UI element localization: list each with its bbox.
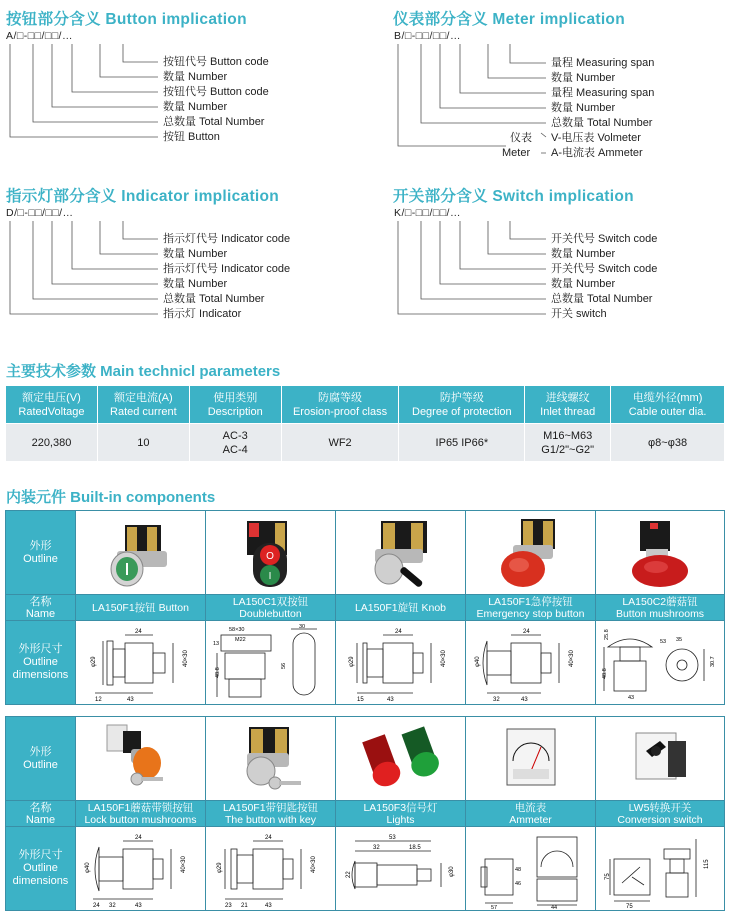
meter-line-3: 量程 Measuring span	[551, 87, 655, 99]
svg-text:53: 53	[660, 638, 667, 645]
switch-line-5: 总数量 Total Number	[551, 293, 653, 305]
component-name: 电流表 Ammeter	[466, 801, 596, 827]
photo-cell	[76, 511, 206, 595]
photo-cell	[76, 717, 206, 801]
svg-text:24: 24	[92, 902, 100, 909]
svg-text:φ29: φ29	[348, 655, 355, 667]
signal-lights-photo	[351, 723, 451, 795]
svg-text:57: 57	[490, 904, 497, 909]
dims-cell	[206, 827, 336, 911]
svg-text:25.8: 25.8	[604, 628, 610, 640]
params-header: 进线螺纹 Inlet thread	[525, 386, 611, 424]
svg-text:φ40: φ40	[474, 655, 481, 667]
dims-cell	[206, 621, 336, 705]
svg-text:40×30: 40×30	[310, 855, 317, 873]
lock-dimension-drawing	[81, 829, 201, 909]
outline-label: 外形 Outline	[6, 717, 76, 801]
ammeter-dimension-drawing	[471, 829, 591, 909]
svg-text:48.8: 48.8	[602, 667, 608, 679]
button-line-2: 数量 Number	[163, 71, 228, 83]
indicator-code-pattern: D/□-□□/□□/…	[6, 207, 74, 219]
svg-text:75: 75	[605, 872, 611, 880]
outline-row	[6, 511, 725, 595]
meter-type-ammeter: A-电流表 Ammeter	[551, 147, 643, 159]
component-name: LA150F1蘑菇带锁按钮 Lock button mushrooms	[76, 801, 206, 827]
svg-text:43: 43	[628, 694, 635, 701]
components-title: 内装元件 Built-in components	[6, 489, 216, 506]
conversion-switch-photo	[620, 723, 700, 795]
params-header: 防护等级 Degree of protection	[399, 386, 525, 424]
svg-text:22: 22	[345, 870, 352, 878]
svg-text:O: O	[265, 550, 274, 562]
svg-text:48: 48	[514, 866, 521, 873]
svg-text:24: 24	[264, 834, 272, 841]
meter-implication-title: 仪表部分含义 Meter implication	[393, 11, 625, 28]
name-label: 名称 Name	[6, 595, 76, 621]
emergency-stop-photo	[491, 517, 571, 589]
dims-cell	[596, 827, 725, 911]
svg-text:30: 30	[298, 623, 305, 630]
component-name: LA150F1带钥匙按钮 The button with key	[206, 801, 336, 827]
svg-text:43: 43	[386, 696, 394, 703]
dims-cell	[76, 621, 206, 705]
svg-text:53: 53	[388, 834, 396, 841]
photo-cell	[206, 717, 336, 801]
name-row	[6, 595, 725, 621]
param-current: 10	[97, 424, 189, 462]
meter-line-4: 数量 Number	[551, 102, 616, 114]
svg-text:58×30: 58×30	[228, 626, 244, 633]
svg-text:φ29: φ29	[90, 655, 97, 667]
mushroom-button-photo	[620, 517, 700, 589]
button-dimension-drawing	[81, 623, 201, 703]
switch-implication-title: 开关部分含义 Switch implication	[393, 188, 634, 205]
dims-cell	[336, 621, 466, 705]
svg-text:32: 32	[372, 844, 380, 851]
indicator-implication-title: 指示灯部分含义 Indicator implication	[6, 188, 280, 205]
svg-text:46: 46	[514, 880, 521, 887]
svg-text:M22: M22	[234, 636, 246, 643]
indicator-line-6: 指示灯 Indicator	[163, 308, 242, 320]
svg-text:24: 24	[134, 834, 142, 841]
name-label: 名称 Name	[6, 801, 76, 827]
knob-dimension-drawing	[341, 623, 461, 703]
double-button-photo	[231, 517, 311, 589]
svg-text:43: 43	[126, 696, 134, 703]
param-erosion: WF2	[281, 424, 399, 462]
params-header: 额定电压(V) RatedVoltage	[6, 386, 98, 424]
svg-text:56: 56	[280, 662, 287, 669]
name-row	[6, 801, 725, 827]
svg-text:24: 24	[522, 628, 530, 635]
svg-text:35: 35	[676, 636, 683, 643]
dims-label: 外形尺寸 Outline dimensions	[6, 827, 76, 911]
indicator-line-3: 指示灯代号 Indicator code	[163, 263, 291, 275]
component-name: LA150F1急停按钮 Emergency stop button	[466, 595, 596, 621]
components-table-2	[5, 716, 725, 911]
meter-code-pattern: B/□-□□/□□/…	[394, 30, 461, 42]
lights-dimension-drawing	[341, 829, 461, 909]
lock-mushroom-photo	[101, 723, 181, 795]
components-table-1	[5, 510, 725, 705]
component-name: LA150F1按钮 Button	[76, 595, 206, 621]
svg-text:15: 15	[356, 696, 364, 703]
params-header: 电缆外径(mm) Cable outer dia.	[611, 386, 725, 424]
emergency-dimension-drawing	[471, 623, 591, 703]
meter-line-2: 数量 Number	[551, 72, 616, 84]
green-button-photo	[101, 517, 181, 589]
svg-text:40×30: 40×30	[568, 649, 575, 667]
svg-text:40×30: 40×30	[182, 649, 189, 667]
svg-text:32: 32	[108, 902, 116, 909]
button-code-pattern: A/□-□□/□□/…	[6, 30, 73, 42]
photo-cell	[206, 511, 336, 595]
svg-text:13: 13	[212, 640, 219, 647]
button-line-5: 总数量 Total Number	[163, 116, 265, 128]
component-name: LA150C1双按钮 Doublebutton	[206, 595, 336, 621]
params-header: 使用类别 Description	[189, 386, 281, 424]
photo-cell	[466, 511, 596, 595]
dims-cell	[596, 621, 725, 705]
mushroom-dimension-drawing	[600, 623, 720, 703]
svg-text:43: 43	[520, 696, 528, 703]
button-implication-title: 按钮部分含义 Button implication	[6, 11, 247, 28]
photo-cell	[336, 717, 466, 801]
svg-text:43: 43	[264, 902, 272, 909]
switch-code-pattern: K/□-□□/□□/…	[394, 207, 461, 219]
button-line-3: 按钮代号 Button code	[163, 86, 269, 98]
switch-line-1: 开关代号 Switch code	[551, 233, 658, 245]
svg-text:43: 43	[134, 902, 142, 909]
outline-label: 外形 Outline	[6, 511, 76, 595]
svg-text:φ29: φ29	[216, 861, 223, 873]
meter-line-5: 总数量 Total Number	[551, 117, 653, 129]
key-dimension-drawing	[211, 829, 331, 909]
photo-cell	[466, 717, 596, 801]
svg-text:φ40: φ40	[84, 861, 91, 873]
param-protection: IP65 IP66*	[399, 424, 525, 462]
params-header: 额定电流(A) Rated current	[97, 386, 189, 424]
svg-text:12: 12	[94, 696, 102, 703]
component-name: LA150C2蘑菇钮 Button mushrooms	[596, 595, 725, 621]
implication-tree-lines	[0, 0, 730, 340]
indicator-line-5: 总数量 Total Number	[163, 293, 265, 305]
dims-cell	[76, 827, 206, 911]
photo-cell	[596, 717, 725, 801]
indicator-line-4: 数量 Number	[163, 278, 228, 290]
params-title: 主要技术参数 Main technicl parameters	[6, 363, 281, 380]
button-line-1: 按钮代号 Button code	[163, 56, 269, 68]
svg-text:23: 23	[224, 902, 232, 909]
component-name: LW5转换开关 Conversion switch	[596, 801, 725, 827]
switch-line-6: 开关 switch	[551, 308, 607, 320]
param-voltage: 220,380	[6, 424, 98, 462]
params-header: 防腐等级 Erosion-proof class	[281, 386, 399, 424]
svg-text:φ30: φ30	[448, 865, 455, 877]
dims-cell	[336, 827, 466, 911]
svg-text:30.7: 30.7	[710, 655, 716, 667]
component-name: LA150F3信号灯 Lights	[336, 801, 466, 827]
meter-line-1: 量程 Measuring span	[551, 57, 655, 69]
ammeter-photo	[491, 723, 571, 795]
svg-text:24: 24	[394, 628, 402, 635]
dims-label: 外形尺寸 Outline dimensions	[6, 621, 76, 705]
indicator-line-1: 指示灯代号 Indicator code	[163, 233, 291, 245]
outline-row	[6, 717, 725, 801]
doublebutton-dimension-drawing	[211, 623, 331, 703]
param-cable: φ8~φ38	[611, 424, 725, 462]
params-header-row	[6, 386, 725, 424]
dims-cell	[466, 827, 596, 911]
svg-text:18.5: 18.5	[408, 844, 421, 851]
component-name: LA150F1旋钮 Knob	[336, 595, 466, 621]
photo-cell	[596, 511, 725, 595]
svg-text:I: I	[268, 570, 271, 582]
params-table	[5, 385, 725, 462]
svg-text:32: 32	[492, 696, 500, 703]
dims-cell	[466, 621, 596, 705]
dims-row	[6, 827, 725, 911]
button-line-6: 按钮 Button	[163, 131, 220, 143]
switch-line-3: 开关代号 Switch code	[551, 263, 658, 275]
svg-text:44: 44	[550, 904, 557, 909]
params-value-row	[6, 424, 725, 462]
param-thread: M16~M63 G1/2"~G2"	[525, 424, 611, 462]
photo-cell	[336, 511, 466, 595]
switch-dimension-drawing	[600, 829, 720, 909]
param-description: AC-3 AC-4	[189, 424, 281, 462]
indicator-line-2: 数量 Number	[163, 248, 228, 260]
key-button-photo	[231, 723, 311, 795]
svg-text:75: 75	[626, 903, 633, 909]
svg-text:21: 21	[240, 902, 248, 909]
svg-text:24: 24	[134, 628, 142, 635]
svg-text:40×30: 40×30	[440, 649, 447, 667]
meter-type-voltmeter: V-电压表 Volmeter	[551, 132, 641, 144]
switch-line-2: 数量 Number	[551, 248, 616, 260]
meter-type-cn: 仪表	[510, 132, 532, 144]
knob-photo	[361, 517, 441, 589]
dims-row	[6, 621, 725, 705]
svg-text:115: 115	[704, 858, 710, 869]
switch-line-4: 数量 Number	[551, 278, 616, 290]
svg-text:48.8: 48.8	[214, 666, 221, 678]
button-line-4: 数量 Number	[163, 101, 228, 113]
svg-text:40×30: 40×30	[180, 855, 187, 873]
meter-type-en: Meter	[502, 147, 531, 159]
